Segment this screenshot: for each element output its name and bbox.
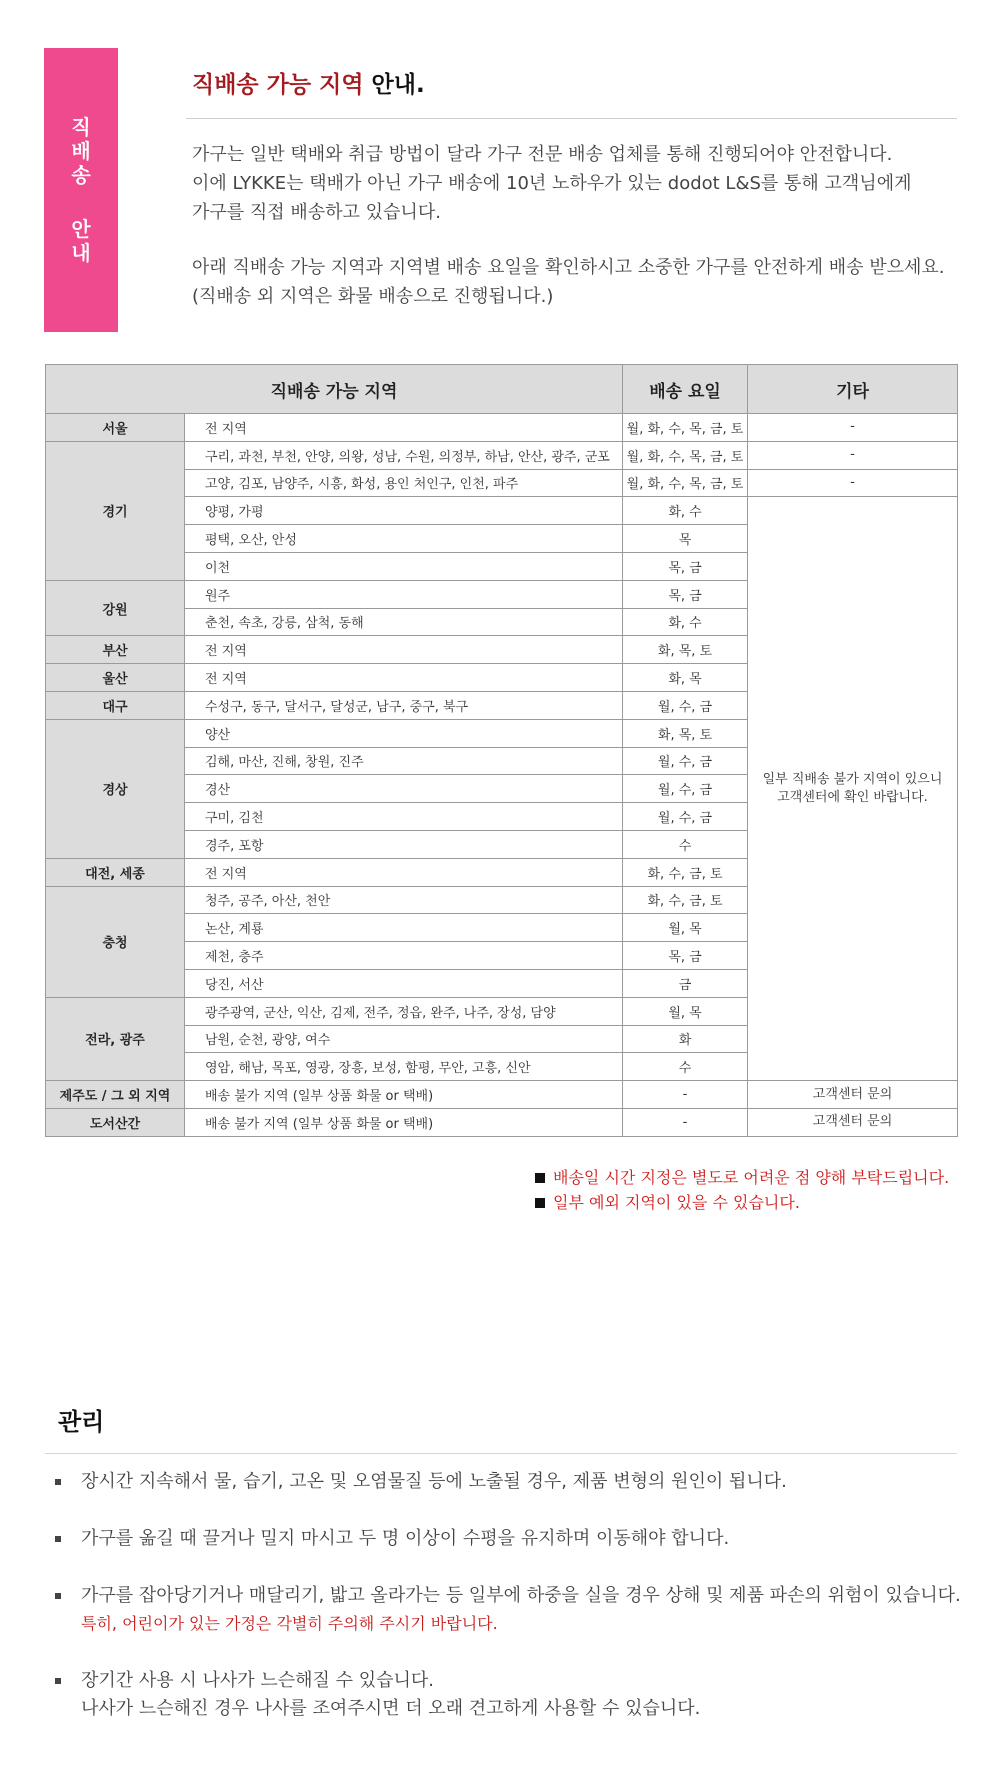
days-cell: 화, 목 [623, 664, 748, 692]
days-cell: - [623, 1081, 748, 1109]
days-cell: 월, 화, 수, 목, 금, 토 [623, 441, 748, 469]
care-line: 장시간 지속해서 물, 습기, 고온 및 오염물질 등에 노출될 경우, 제품 변형의 원인이 됩니다. [81, 1471, 787, 1492]
note-item [535, 1190, 949, 1215]
days-cell: 월, 화, 수, 목, 금, 토 [623, 414, 748, 442]
region-cell: 강원 [46, 580, 185, 636]
area-cell: 남원, 순천, 광양, 여수 [185, 1025, 623, 1053]
region-cell: 부산 [46, 636, 185, 664]
area-cell: 구리, 과천, 부천, 안양, 의왕, 성남, 수원, 의정부, 하남, 안산, 광주, 군포 [185, 441, 623, 469]
days-cell: 월, 수, 금 [623, 775, 748, 803]
care-item-text [81, 1525, 729, 1553]
region-cell: 전라, 광주 [46, 997, 185, 1080]
area-cell: 논산, 계룡 [185, 914, 623, 942]
etc-cell: - [748, 414, 958, 442]
intro-line: (직배송 외 지역은 화물 배송으로 진행됩니다.) [192, 286, 554, 307]
note-item [535, 1165, 949, 1190]
area-cell: 춘천, 속초, 강릉, 삼척, 동해 [185, 608, 623, 636]
etc-cell: - [748, 469, 958, 497]
side-tag [44, 48, 118, 332]
area-cell: 김해, 마산, 진해, 창원, 진주 [185, 747, 623, 775]
area-cell: 전 지역 [185, 858, 623, 886]
etc-cell: 고객센터 문의 [748, 1108, 958, 1136]
table-header-row [46, 365, 958, 414]
days-cell: 화, 수 [623, 497, 748, 525]
side-tag-char: 직 [71, 115, 91, 139]
days-cell: 월, 수, 금 [623, 747, 748, 775]
page-title-highlight: 직배송 가능 지역 [192, 72, 364, 98]
region-cell: 대구 [46, 691, 185, 719]
care-list [55, 1468, 975, 1752]
area-cell: 경산 [185, 775, 623, 803]
area-cell: 전 지역 [185, 636, 623, 664]
area-cell: 양평, 가평 [185, 497, 623, 525]
care-line: 가구를 옮길 때 끌거나 밀지 마시고 두 명 이상이 수평을 유지하며 이동해야 합니다. [81, 1528, 730, 1549]
care-item-text [81, 1582, 961, 1638]
care-divider [45, 1453, 957, 1454]
days-cell: 수 [623, 830, 748, 858]
area-cell: 청주, 공주, 아산, 천안 [185, 886, 623, 914]
table-row [46, 414, 958, 442]
area-cell: 경주, 포항 [185, 830, 623, 858]
days-cell: 목, 금 [623, 552, 748, 580]
care-item-text [81, 1468, 787, 1496]
care-warning: 특히, 어린이가 있는 가정은 각별히 주의해 주시기 바랍니다. [81, 1614, 498, 1633]
side-tag-char: 송 [71, 163, 91, 187]
days-cell: 화, 목, 토 [623, 636, 748, 664]
days-cell: 월, 목 [623, 914, 748, 942]
etc-note-line: 고객센터에 확인 바랍니다. [777, 789, 928, 805]
days-cell: 화, 수, 금, 토 [623, 886, 748, 914]
area-cell: 당진, 서산 [185, 969, 623, 997]
area-cell: 원주 [185, 580, 623, 608]
days-cell: 목, 금 [623, 942, 748, 970]
days-cell: 월, 화, 수, 목, 금, 토 [623, 469, 748, 497]
table-body [46, 414, 958, 1137]
intro-text [192, 140, 982, 311]
days-cell: 화, 목, 토 [623, 719, 748, 747]
days-cell: 월, 수, 금 [623, 691, 748, 719]
days-cell: 월, 목 [623, 997, 748, 1025]
header-days: 배송 요일 [623, 365, 748, 414]
region-cell: 울산 [46, 664, 185, 692]
care-item [55, 1582, 975, 1638]
care-section-title: 관리 [58, 1408, 105, 1436]
days-cell: 금 [623, 969, 748, 997]
days-cell: 목 [623, 525, 748, 553]
table-row [46, 441, 958, 469]
area-cell: 고양, 김포, 남양주, 시흥, 화성, 용인 처인구, 인천, 파주 [185, 469, 623, 497]
region-cell: 도서산간 [46, 1108, 185, 1136]
area-cell: 배송 불가 지역 (일부 상품 화물 or 택배) [185, 1081, 623, 1109]
square-bullet-icon [535, 1173, 545, 1183]
care-line: 가구를 잡아당기거나 매달리기, 밟고 올라가는 등 일부에 하중을 실을 경우 상해 및 제품 파손의 위험이 있습니다. [81, 1585, 961, 1606]
area-cell: 배송 불가 지역 (일부 상품 화물 or 택배) [185, 1108, 623, 1136]
table-row [46, 1081, 958, 1109]
care-item [55, 1468, 975, 1496]
care-line: 장기간 사용 시 나사가 느슨해질 수 있습니다. [81, 1670, 435, 1691]
intro-line: 이에 LYKKE는 택배가 아닌 가구 배송에 10년 노하우가 있는 dodot L&S를 통해 고객님에게 [192, 173, 912, 194]
care-item [55, 1667, 975, 1723]
region-cell: 경기 [46, 441, 185, 580]
intro-line: 가구는 일반 택배와 취급 방법이 달라 가구 전문 배송 업체를 통해 진행되어야 안전합니다. [192, 144, 893, 165]
intro-line: 가구를 직접 배송하고 있습니다. [192, 202, 441, 223]
header-zone: 직배송 가능 지역 [46, 365, 623, 414]
region-cell: 대전, 세종 [46, 858, 185, 886]
area-cell: 양산 [185, 719, 623, 747]
region-cell: 경상 [46, 719, 185, 858]
etc-cell: 고객센터 문의 [748, 1081, 958, 1109]
area-cell: 수성구, 동구, 달서구, 달성군, 남구, 중구, 북구 [185, 691, 623, 719]
etc-cell: - [748, 441, 958, 469]
area-cell: 평택, 오산, 안성 [185, 525, 623, 553]
days-cell: 화, 수, 금, 토 [623, 858, 748, 886]
etc-note-cell [748, 497, 958, 1081]
area-cell: 전 지역 [185, 414, 623, 442]
square-bullet-icon [55, 1593, 61, 1599]
square-bullet-icon [55, 1536, 61, 1542]
area-cell: 제천, 충주 [185, 942, 623, 970]
note-text: 배송일 시간 지정은 별도로 어려운 점 양해 부탁드립니다. [553, 1168, 950, 1187]
table-row [46, 1108, 958, 1136]
area-cell: 영암, 해남, 목포, 영광, 장흥, 보성, 함평, 무안, 고흥, 신안 [185, 1053, 623, 1081]
care-item-text [81, 1667, 700, 1723]
days-cell: 월, 수, 금 [623, 803, 748, 831]
days-cell: 화, 수 [623, 608, 748, 636]
area-cell: 광주광역, 군산, 익산, 김제, 전주, 정읍, 완주, 나주, 장성, 담양 [185, 997, 623, 1025]
delivery-notes [535, 1165, 949, 1215]
page-title-rest: 안내. [363, 72, 425, 98]
days-cell: 수 [623, 1053, 748, 1081]
square-bullet-icon [55, 1678, 61, 1684]
side-tag-char: 내 [71, 241, 91, 265]
region-cell: 충청 [46, 886, 185, 997]
region-cell: 서울 [46, 414, 185, 442]
region-cell: 제주도 / 그 외 지역 [46, 1081, 185, 1109]
page-title [192, 66, 425, 99]
care-line: 나사가 느슨해진 경우 나사를 조여주시면 더 오래 견고하게 사용할 수 있습니다. [81, 1698, 701, 1719]
etc-note-line: 일부 직배송 불가 지역이 있으니 [762, 771, 943, 787]
side-tag-char: 안 [71, 217, 91, 241]
days-cell: 화 [623, 1025, 748, 1053]
area-cell: 이천 [185, 552, 623, 580]
care-item [55, 1525, 975, 1553]
square-bullet-icon [55, 1479, 61, 1485]
days-cell: - [623, 1108, 748, 1136]
header-etc: 기타 [748, 365, 958, 414]
square-bullet-icon [535, 1198, 545, 1208]
side-tag-char: 배 [71, 139, 91, 163]
area-cell: 구미, 김천 [185, 803, 623, 831]
area-cell: 전 지역 [185, 664, 623, 692]
note-text: 일부 예외 지역이 있을 수 있습니다. [553, 1193, 800, 1212]
delivery-zone-table [45, 364, 958, 1137]
intro-line: 아래 직배송 가능 지역과 지역별 배송 요일을 확인하시고 소중한 가구를 안전하게 배송 받으세요. [192, 257, 945, 278]
days-cell: 목, 금 [623, 580, 748, 608]
title-divider [186, 118, 957, 119]
